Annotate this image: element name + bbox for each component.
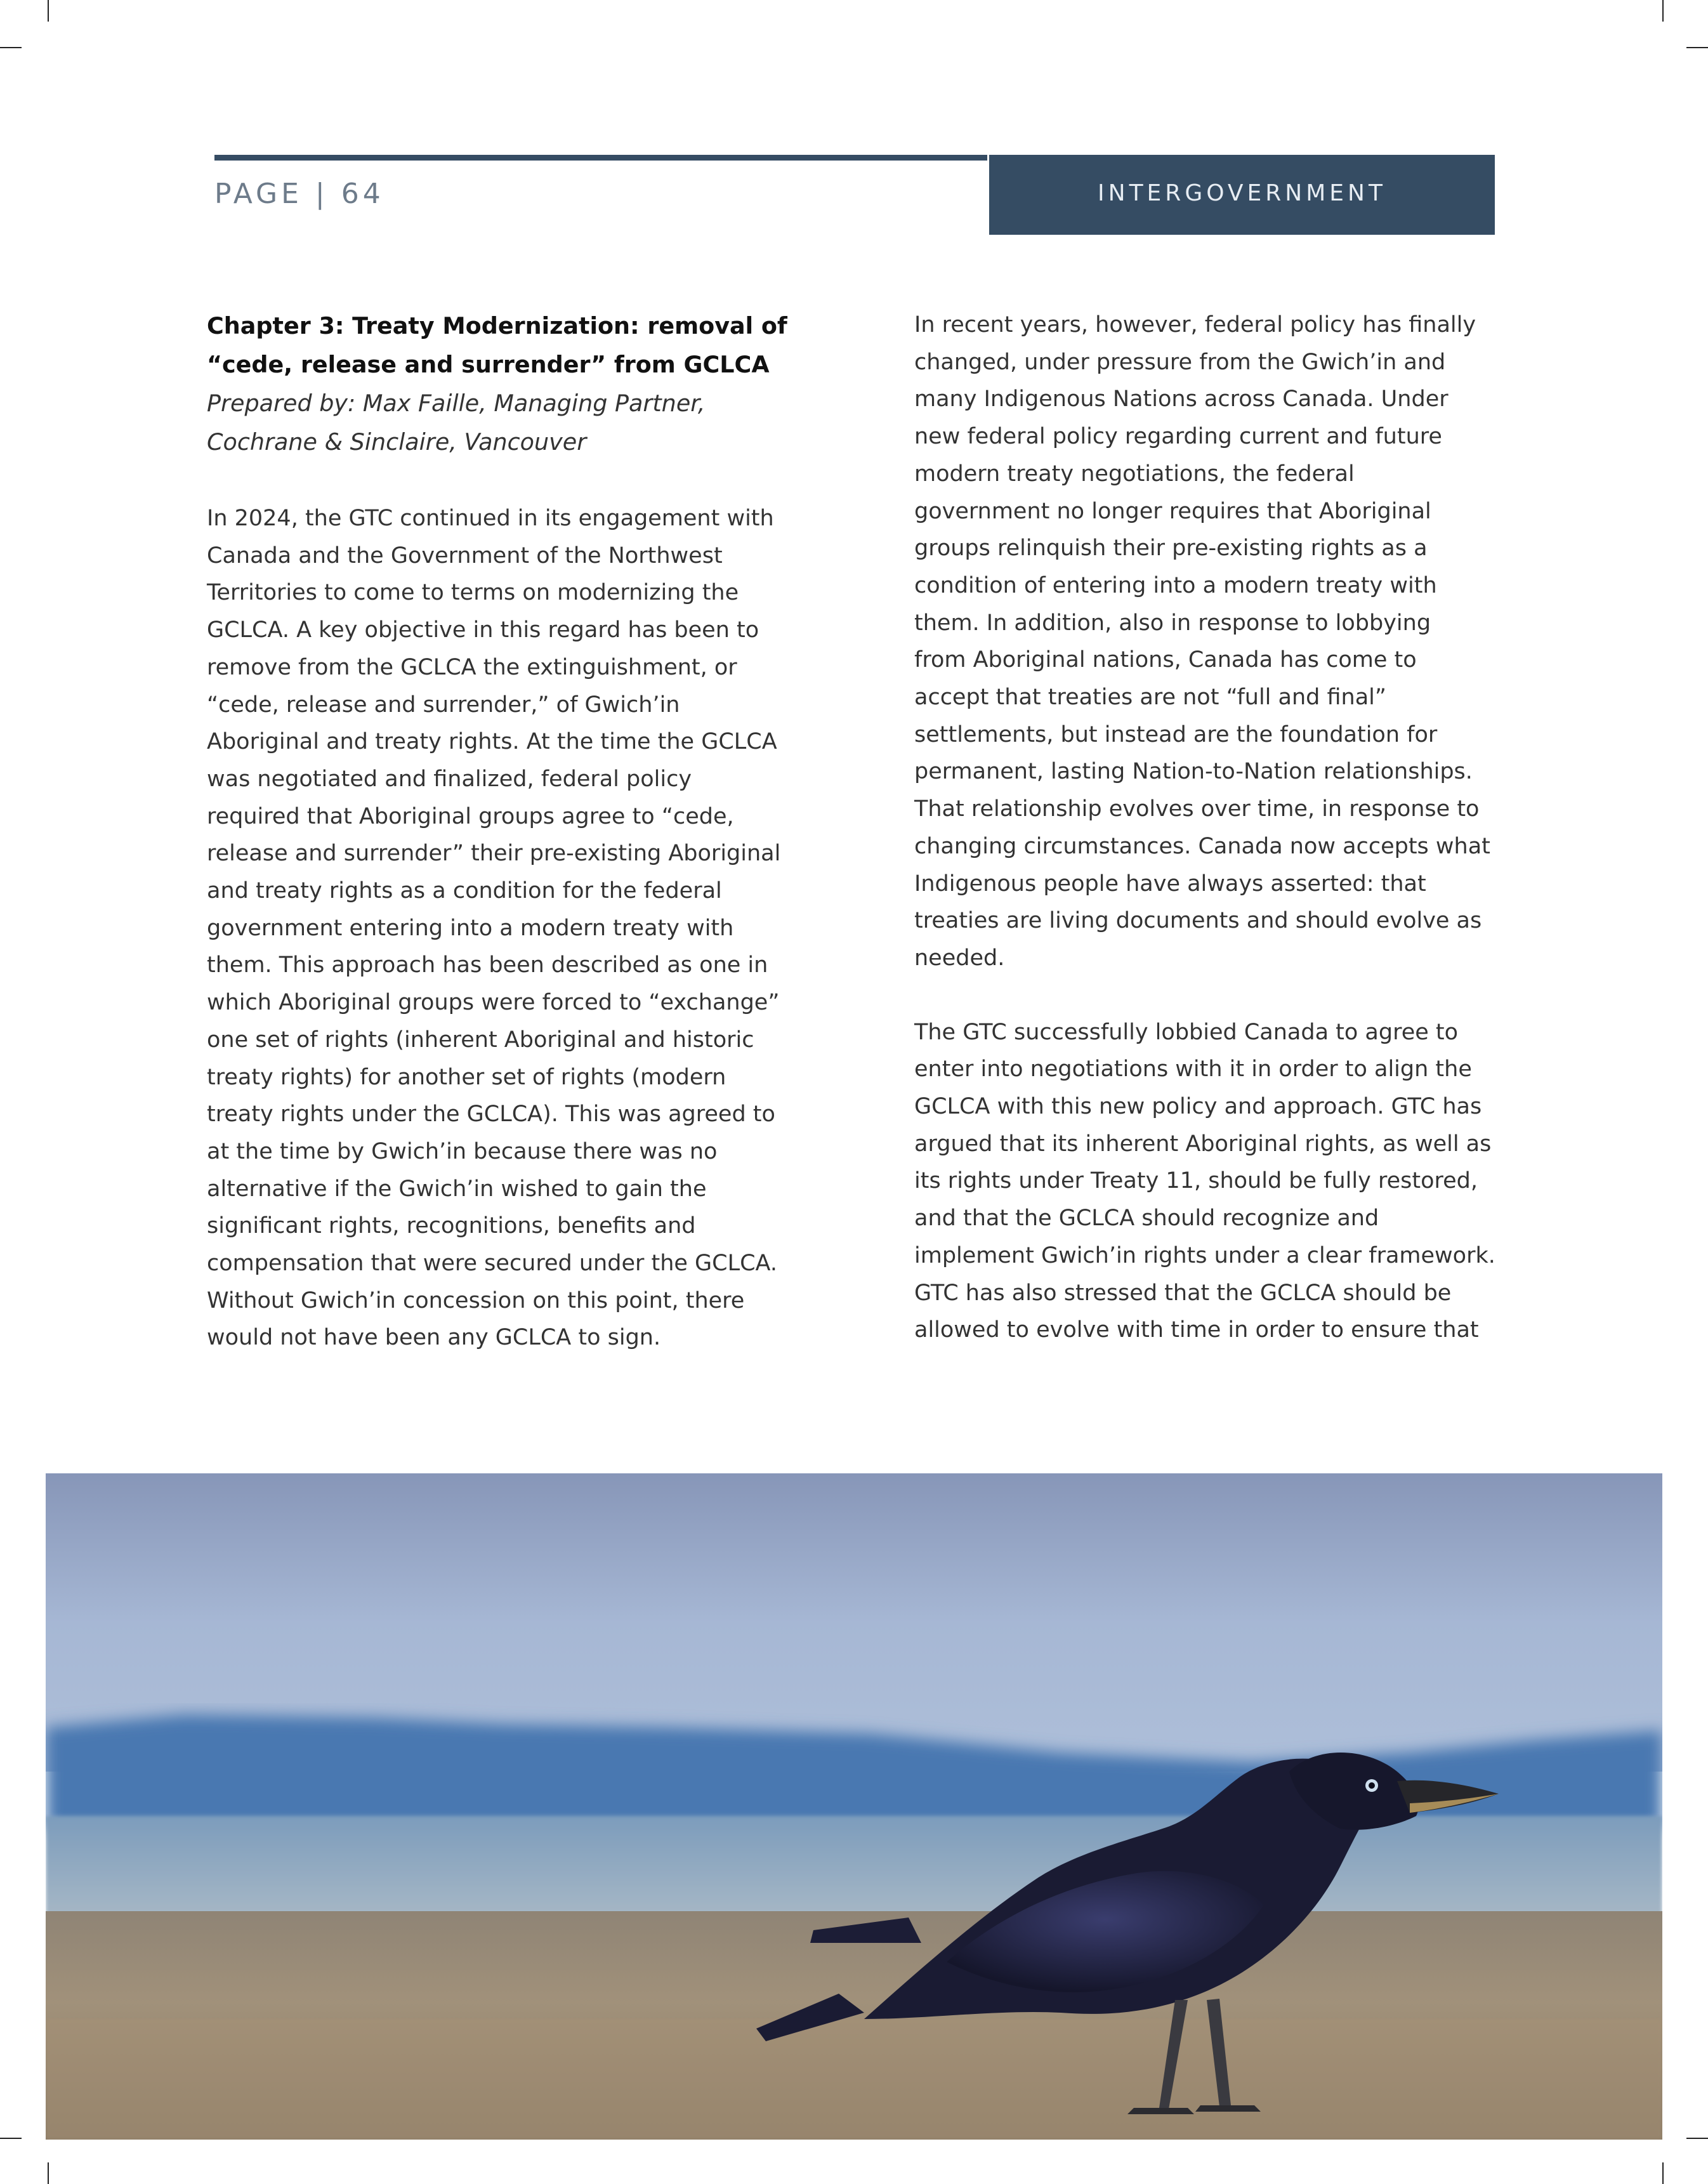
left-paragraph-line: them. This approach has been described as one in [207, 952, 768, 978]
right-paragraph-2-line: its rights under Treaty 11, should be fully restored, [914, 1168, 1478, 1194]
page-number: PAGE | 64 [214, 178, 384, 210]
crop-mark-top-left-horizontal [0, 47, 22, 48]
right-paragraph-1-line: many Indigenous Nations across Canada. Under [914, 386, 1449, 412]
chapter-title-line-1: Chapter 3: Treaty Modernization: removal of [207, 312, 787, 339]
left-paragraph-line: required that Aboriginal groups agree to “cede, [207, 803, 734, 829]
byline-line-2: Cochrane & Sinclaire, Vancouver [207, 428, 587, 456]
right-paragraph-2-line: GCLCA with this new policy and approach. GTC has [914, 1094, 1482, 1120]
chapter-title-line-2: “cede, release and surrender” from GCLCA [207, 351, 770, 378]
crop-mark-top-left-vertical [48, 0, 49, 22]
left-paragraph-line: GCLCA. A key objective in this regard has been to [207, 617, 759, 643]
left-paragraph-line: compensation that were secured under the GCLCA. [207, 1251, 778, 1277]
right-paragraph-2-line: and that the GCLCA should recognize and [914, 1206, 1379, 1232]
section-tab [989, 155, 1495, 235]
left-paragraph-line: and treaty rights as a condition for the federal [207, 878, 722, 904]
byline-line-1: Prepared by: Max Faille, Managing Partner, [207, 390, 706, 417]
right-paragraph-2-line: The GTC successfully lobbied Canada to agree to [914, 1019, 1459, 1045]
left-paragraph-line: Canada and the Government of the Northwest [207, 543, 723, 569]
right-paragraph-1-line: changed, under pressure from the Gwich’in and [914, 349, 1446, 375]
left-paragraph-line: alternative if the Gwich’in wished to gain the [207, 1176, 707, 1202]
crop-mark-bottom-right-horizontal [1686, 2138, 1708, 2139]
right-paragraph-1-line: them. In addition, also in response to lobbying [914, 610, 1431, 636]
lake [46, 1816, 1662, 1924]
right-paragraph-1-line: from Aboriginal nations, Canada has come to [914, 647, 1417, 673]
right-paragraph-1-line: accept that treaties are not “full and final” [914, 685, 1387, 711]
right-paragraph-1-line: government no longer requires that Aboriginal [914, 498, 1431, 524]
left-column [207, 306, 797, 1357]
left-paragraph-line: was negotiated and finalized, federal policy [207, 766, 692, 792]
left-paragraph [207, 500, 797, 1357]
crop-mark-bottom-right-vertical [1662, 2162, 1664, 2184]
right-paragraph-2-line: argued that its inherent Aboriginal rights, as well as [914, 1131, 1492, 1157]
right-paragraph-1-line: settlements, but instead are the foundation for [914, 721, 1438, 747]
right-paragraph-1 [914, 306, 1504, 977]
right-paragraph-1-line: groups relinquish their pre-existing rights as a [914, 536, 1428, 562]
left-paragraph-line: government entering into a modern treaty with [207, 915, 734, 941]
right-paragraph-2-line: GTC has also stressed that the GCLCA should be [914, 1280, 1452, 1306]
left-paragraph-line: Aboriginal and treaty rights. At the time the GCLCA [207, 729, 777, 755]
crop-mark-bottom-left-horizontal [0, 2138, 22, 2139]
crop-mark-top-right-horizontal [1686, 47, 1708, 48]
right-paragraph-1-line: condition of entering into a modern treaty with [914, 572, 1437, 598]
right-paragraph-1-line: treaties are living documents and should evolve as [914, 908, 1482, 934]
right-paragraph-1-line: needed. [914, 945, 1005, 971]
right-paragraph-1-line: modern treaty negotiations, the federal [914, 461, 1355, 487]
left-paragraph-line: remove from the GCLCA the extinguishment, or [207, 654, 737, 680]
crop-mark-top-right-vertical [1662, 0, 1664, 22]
left-paragraph-line: “cede, release and surrender,” of Gwich’in [207, 692, 680, 718]
raven-photo [46, 1473, 1662, 2140]
sand-texture [46, 2019, 1662, 2140]
left-paragraph-line: Without Gwich’in concession on this point, there [207, 1287, 745, 1313]
right-paragraph-1-line: Indigenous people have always asserted: that [914, 871, 1426, 897]
right-paragraph-1-line: permanent, lasting Nation-to-Nation relationships. [914, 759, 1473, 785]
right-column [914, 306, 1504, 1349]
left-paragraph-line: Territories to come to terms on modernizing the [207, 580, 739, 606]
right-paragraph-1-line: new federal policy regarding current and future [914, 424, 1442, 450]
right-paragraph-2 [914, 1014, 1504, 1349]
left-paragraph-line: one set of rights (inherent Aboriginal and historic [207, 1027, 754, 1053]
crop-mark-bottom-left-vertical [48, 2162, 49, 2184]
left-paragraph-line: In 2024, the GTC continued in its engagement with [207, 506, 774, 531]
right-paragraph-2-line: enter into negotiations with it in order to align the [914, 1056, 1472, 1082]
right-paragraph-1-line: In recent years, however, federal policy has finally [914, 312, 1476, 338]
left-paragraph-line: release and surrender” their pre-existing Aboriginal [207, 841, 781, 867]
left-paragraph-line: treaty rights) for another set of rights (modern [207, 1064, 726, 1090]
left-paragraph-line: at the time by Gwich’in because there was no [207, 1138, 718, 1164]
left-paragraph-line: treaty rights under the GCLCA). This was agreed to [207, 1102, 775, 1128]
section-label: INTERGOVERNMENT [1098, 180, 1386, 206]
left-paragraph-line: which Aboriginal groups were forced to “exchange” [207, 990, 780, 1016]
right-paragraph-2-line: allowed to evolve with time in order to ensure that [914, 1317, 1479, 1343]
right-paragraph-2-line: implement Gwich’in rights under a clear framework. [914, 1242, 1495, 1268]
left-paragraph-line: significant rights, recognitions, benefits and [207, 1213, 696, 1239]
right-paragraph-1-line: changing circumstances. Canada now accepts what [914, 833, 1490, 859]
header-rule [214, 155, 987, 161]
right-paragraph-1-line: That relationship evolves over time, in response to [914, 796, 1480, 822]
left-paragraph-line: would not have been any GCLCA to sign. [207, 1325, 661, 1351]
raven-pupil [1369, 1782, 1375, 1789]
